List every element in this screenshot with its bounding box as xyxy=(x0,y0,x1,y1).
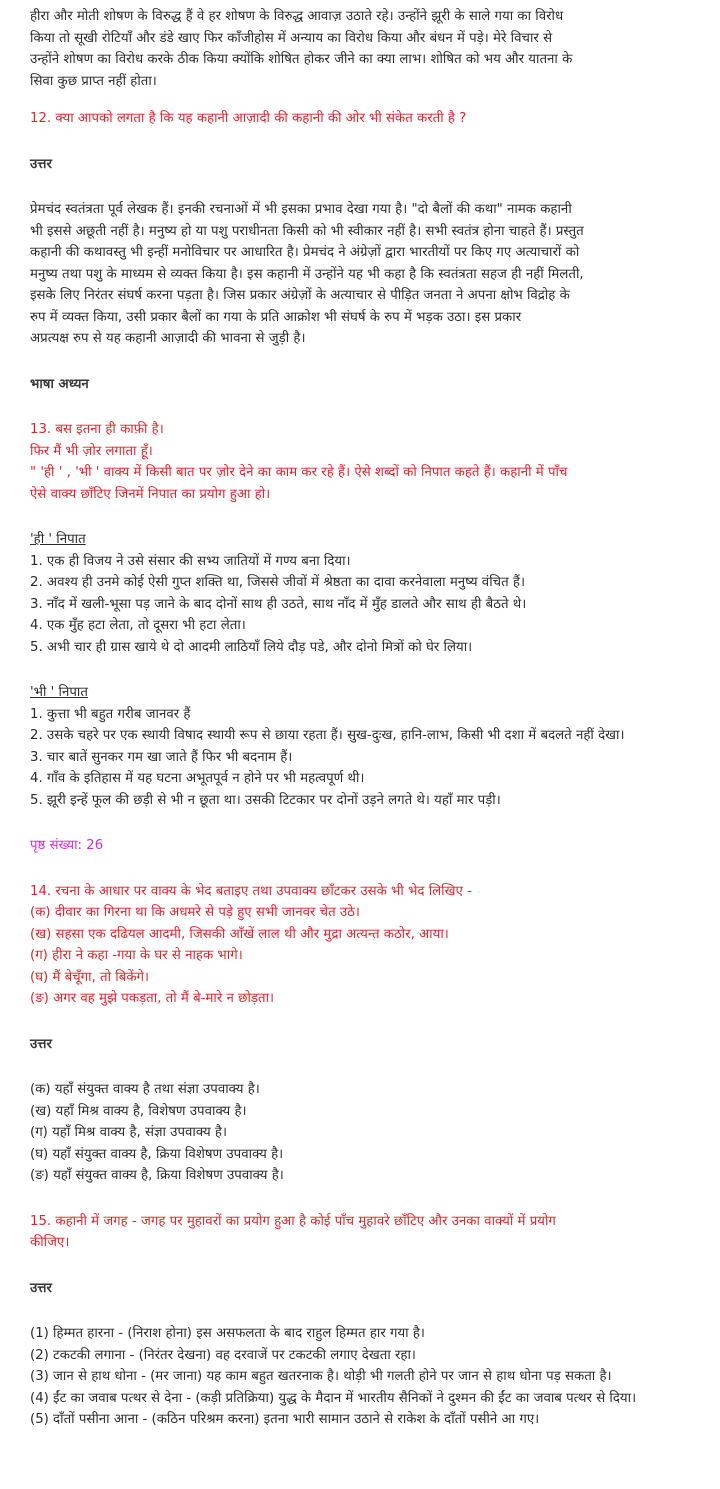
intro-line: किया तो सूखी रोटियाँ और डंडे खाए फिर काँजीहोस में अन्याय का विरोध किया और बंधन में पड़े। मेरे विचार से xyxy=(30,30,553,46)
question-line: (ख) सहसा एक दढियल आदमी, जिसकी आँखें लाल थी और मुद्रा अत्यन्त कठोर, आया। xyxy=(30,926,449,942)
answer-heading-14: उत्तर xyxy=(30,1036,52,1052)
list-item: 3. नाँद में खली-भूसा पड़ जाने के बाद दोनों साथ ही उठते, साथ नाँद में मुँह डालते और साथ ही बैठते थे। xyxy=(30,596,527,612)
question-line: (ङ) अगर वह मुझे पकड़ता, तो मैं बे-मारे न छोड़ता। xyxy=(30,991,275,1006)
answer-item: (1) हिम्मत हारना - (निराश होना) इस असफलता के बाद राहुल हिम्मत हार गया है। xyxy=(30,1326,425,1341)
bhi-nipat-heading: 'भी ' निपात xyxy=(30,685,88,700)
intro-paragraph xyxy=(30,6,698,92)
answer-line: मनुष्य तथा पशु के माध्यम से व्यक्त किया है। इस कहानी में उन्होंने यह भी कहा है कि स्वतंत्रता सहज ही नहीं मिलती, xyxy=(30,266,584,282)
intro-line: सिवा कुछ प्राप्त नहीं होता। xyxy=(30,73,157,89)
list-item: 4. एक मुँह हटा लेता, तो दूसरा भी हटा लेता। xyxy=(30,618,246,633)
question-line: (क) दीवार का गिरना था कि अधमरे से पड़े हुए सभी जानवर चेत उठे। xyxy=(30,905,360,920)
answer-item: (ग) यहाँ मिश्र वाक्य है, संज्ञा उपवाक्य है। xyxy=(30,1125,227,1140)
answer-14-list xyxy=(30,1079,698,1187)
bhi-nipat-list xyxy=(30,682,698,811)
answer-item: (ख) यहाँ मिश्र वाक्य है, विशेषण उपवाक्य है। xyxy=(30,1103,247,1119)
answer-heading-15: उत्तर xyxy=(30,1280,52,1296)
answer-item: (2) टकटकी लगाना - (निरंतर देखना) वह दरवाजें पर टकटकी लगाए देखता रहा। xyxy=(30,1347,416,1363)
hi-nipat-heading: 'ही ' निपात xyxy=(30,532,86,547)
intro-line: हीरा और मोती शोषण के विरुद्ध हैं वे हर शोषण के विरुद्ध आवाज़ उठाते रहे। उन्होंने झूरी के साले गया का विरोध xyxy=(30,9,564,24)
answer-item: (ङ) यहाँ संयुक्त वाक्य है, क्रिया विशेषण उपवाक्य है। xyxy=(30,1168,284,1183)
answer-line: रुप में व्यक्त किया, उसी प्रकार बैलों का गया के प्रति आक्रोश भी संघर्ष के रुप में भड़क उठा। इस प्रकार xyxy=(30,309,522,325)
answer-line: इसके लिए निरंतर संघर्ष करना पड़ता है। जिस प्रकार अंग्रेज़ों के अत्याचार से पीड़ित जनता ने अपना क्षोभ विद्रोह के xyxy=(30,288,570,303)
answer-line: अप्रत्यक्ष रुप से यह कहानी आज़ादी की भावना से जुड़ी है। xyxy=(30,331,306,346)
list-item: 5. अभी चार ही ग्रास खाये थे दो आदमी लाठियाँ लिये दौड़ पडे, और दोनो मित्रों को घेर लिया। xyxy=(30,639,473,655)
question-14 xyxy=(30,881,698,1010)
hi-nipat-list xyxy=(30,529,698,658)
question-line: (घ) मैं बेचूँगा, तो बिकेंगे। xyxy=(30,969,150,985)
question-line: " 'ही ' , 'भी ' वाक्य में किसी बात पर ज़ोर देने का काम कर रहे हैं। ऐसे शब्दों को निपात कहते हैं। कहानी में पाँच xyxy=(30,465,568,480)
answer-12-paragraph xyxy=(30,199,698,350)
page-number: पृष्ठ संख्या: 26 xyxy=(30,838,104,853)
question-12: 12. क्या आपको लगता है कि यह कहानी आज़ादी की कहानी की ओर भी संकेत करती है ? xyxy=(30,111,467,126)
intro-line: उन्होंने शोषण का विरोध करके ठीक किया क्योंकि शोषित होकर जीने का क्या लाभ। शोषित को भय और यातना के xyxy=(30,52,573,67)
list-item: 4. गाँव के इतिहास में यह घटना अभूतपूर्व न होने पर भी महत्वपूर्ण थी। xyxy=(30,771,365,786)
answer-line: भी इससे अछूती नहीं है। मनुष्य हो या पशु पराधीनता किसी को भी स्वीकार नहीं है। सभी स्वतंत्र होना चाहते हैं। प्रस्तुत xyxy=(30,223,584,239)
list-item: 5. झूरी इन्हें फूल की छड़ी से भी न छूता था। उसकी टिटकार पर दोनों उड़ने लगते थे। यहाँ मार पड़ी। xyxy=(30,792,501,808)
question-line: कीजिए। xyxy=(30,1235,70,1250)
section-heading: भाषा अध्यन xyxy=(30,376,89,392)
question-line: फिर मैं भी ज़ोर लगाता हूँ। xyxy=(30,443,153,459)
list-item: 3. चार बातें सुनकर गम खा जाते हैं फिर भी बदनाम हैं। xyxy=(30,749,293,765)
answer-item: (क) यहाँ संयुक्त वाक्य है तथा संज्ञा उपवाक्य है। xyxy=(30,1082,260,1097)
answer-item: (3) जान से हाथ धोना - (मर जाना) यह काम बहुत खतरनाक है। थोड़ी भी गलती होने पर जान से हाथ धोना पड़ सकता है। xyxy=(30,1369,612,1384)
answer-heading-12: उत्तर xyxy=(30,156,52,172)
answer-15-list xyxy=(30,1323,698,1431)
question-15 xyxy=(30,1211,698,1254)
list-item: 1. एक ही विजय ने उसे संसार की सभ्य जातियों में गण्य बना दिया। xyxy=(30,553,351,569)
answer-item: (4) ईंट का जवाब पत्थर से देना - (कड़ी प्रतिक्रिया) युद्ध के मैदान में भारतीय सैनिकों ने दुश्मन की ईंट का जवाब पत्थर से दिया। xyxy=(30,1390,637,1406)
answer-line: प्रेमचंद स्वतंत्रता पूर्व लेखक हैं। इनकी रचनाओं में भी इसका प्रभाव देखा गया है। "दो बैलों की कथा" नामक कहानी xyxy=(30,202,572,217)
question-line: 13. बस इतना ही काफ़ी है। xyxy=(30,422,164,437)
list-item: 2. उसके चहरे पर एक स्थायी विषाद स्थायी रूप से छाया रहता हैं। सुख-दुःख, हानि-लाभ, किसी भी दशा में बदलते नहीं देखा। xyxy=(30,728,625,743)
list-item: 2. अवश्य ही उनमे कोई ऐसी गुप्त शक्ति था, जिससे जीवों में श्रेष्ठता का दावा करनेवाला मनुष्य वंचित हैं। xyxy=(30,575,525,590)
list-item: 1. कुत्ता भी बहुत गरीब जानवर हैं xyxy=(30,706,191,722)
answer-item: (घ) यहाँ संयुक्त वाक्य है, क्रिया विशेषण उपवाक्य है। xyxy=(30,1146,284,1162)
question-line: (ग) हीरा ने कहा -गया के घर से नाहक भागे। xyxy=(30,948,243,963)
question-line: 15. कहानी में जगह - जगह पर मुहावरों का प्रयोग हुआ है कोई पाँच मुहावरे छाँटिए और उनका वाक्यों में प्रयोग xyxy=(30,1213,556,1229)
answer-line: कहानी की कथावस्तु भी इन्हीं मनोविचार पर आधारित है। प्रेमचंद ने अंग्रेज़ों द्वारा भारतीयों पर किए गए अत्याचारों को xyxy=(30,245,580,260)
answer-item: (5) दाँतों पसीना आना - (कठिन परिश्रम करना) इतना भारी सामान उठाने से राकेश के दाँतों पसीने आ गए। xyxy=(30,1412,540,1427)
question-13 xyxy=(30,419,698,505)
question-line: ऐसे वाक्य छाँटिए जिनमें निपात का प्रयोग हुआ हो। xyxy=(30,486,271,502)
question-line: 14. रचना के आधार पर वाक्य के भेद बताइए तथा उपवाक्य छाँटकर उसके भी भेद लिखिए - xyxy=(30,883,472,899)
